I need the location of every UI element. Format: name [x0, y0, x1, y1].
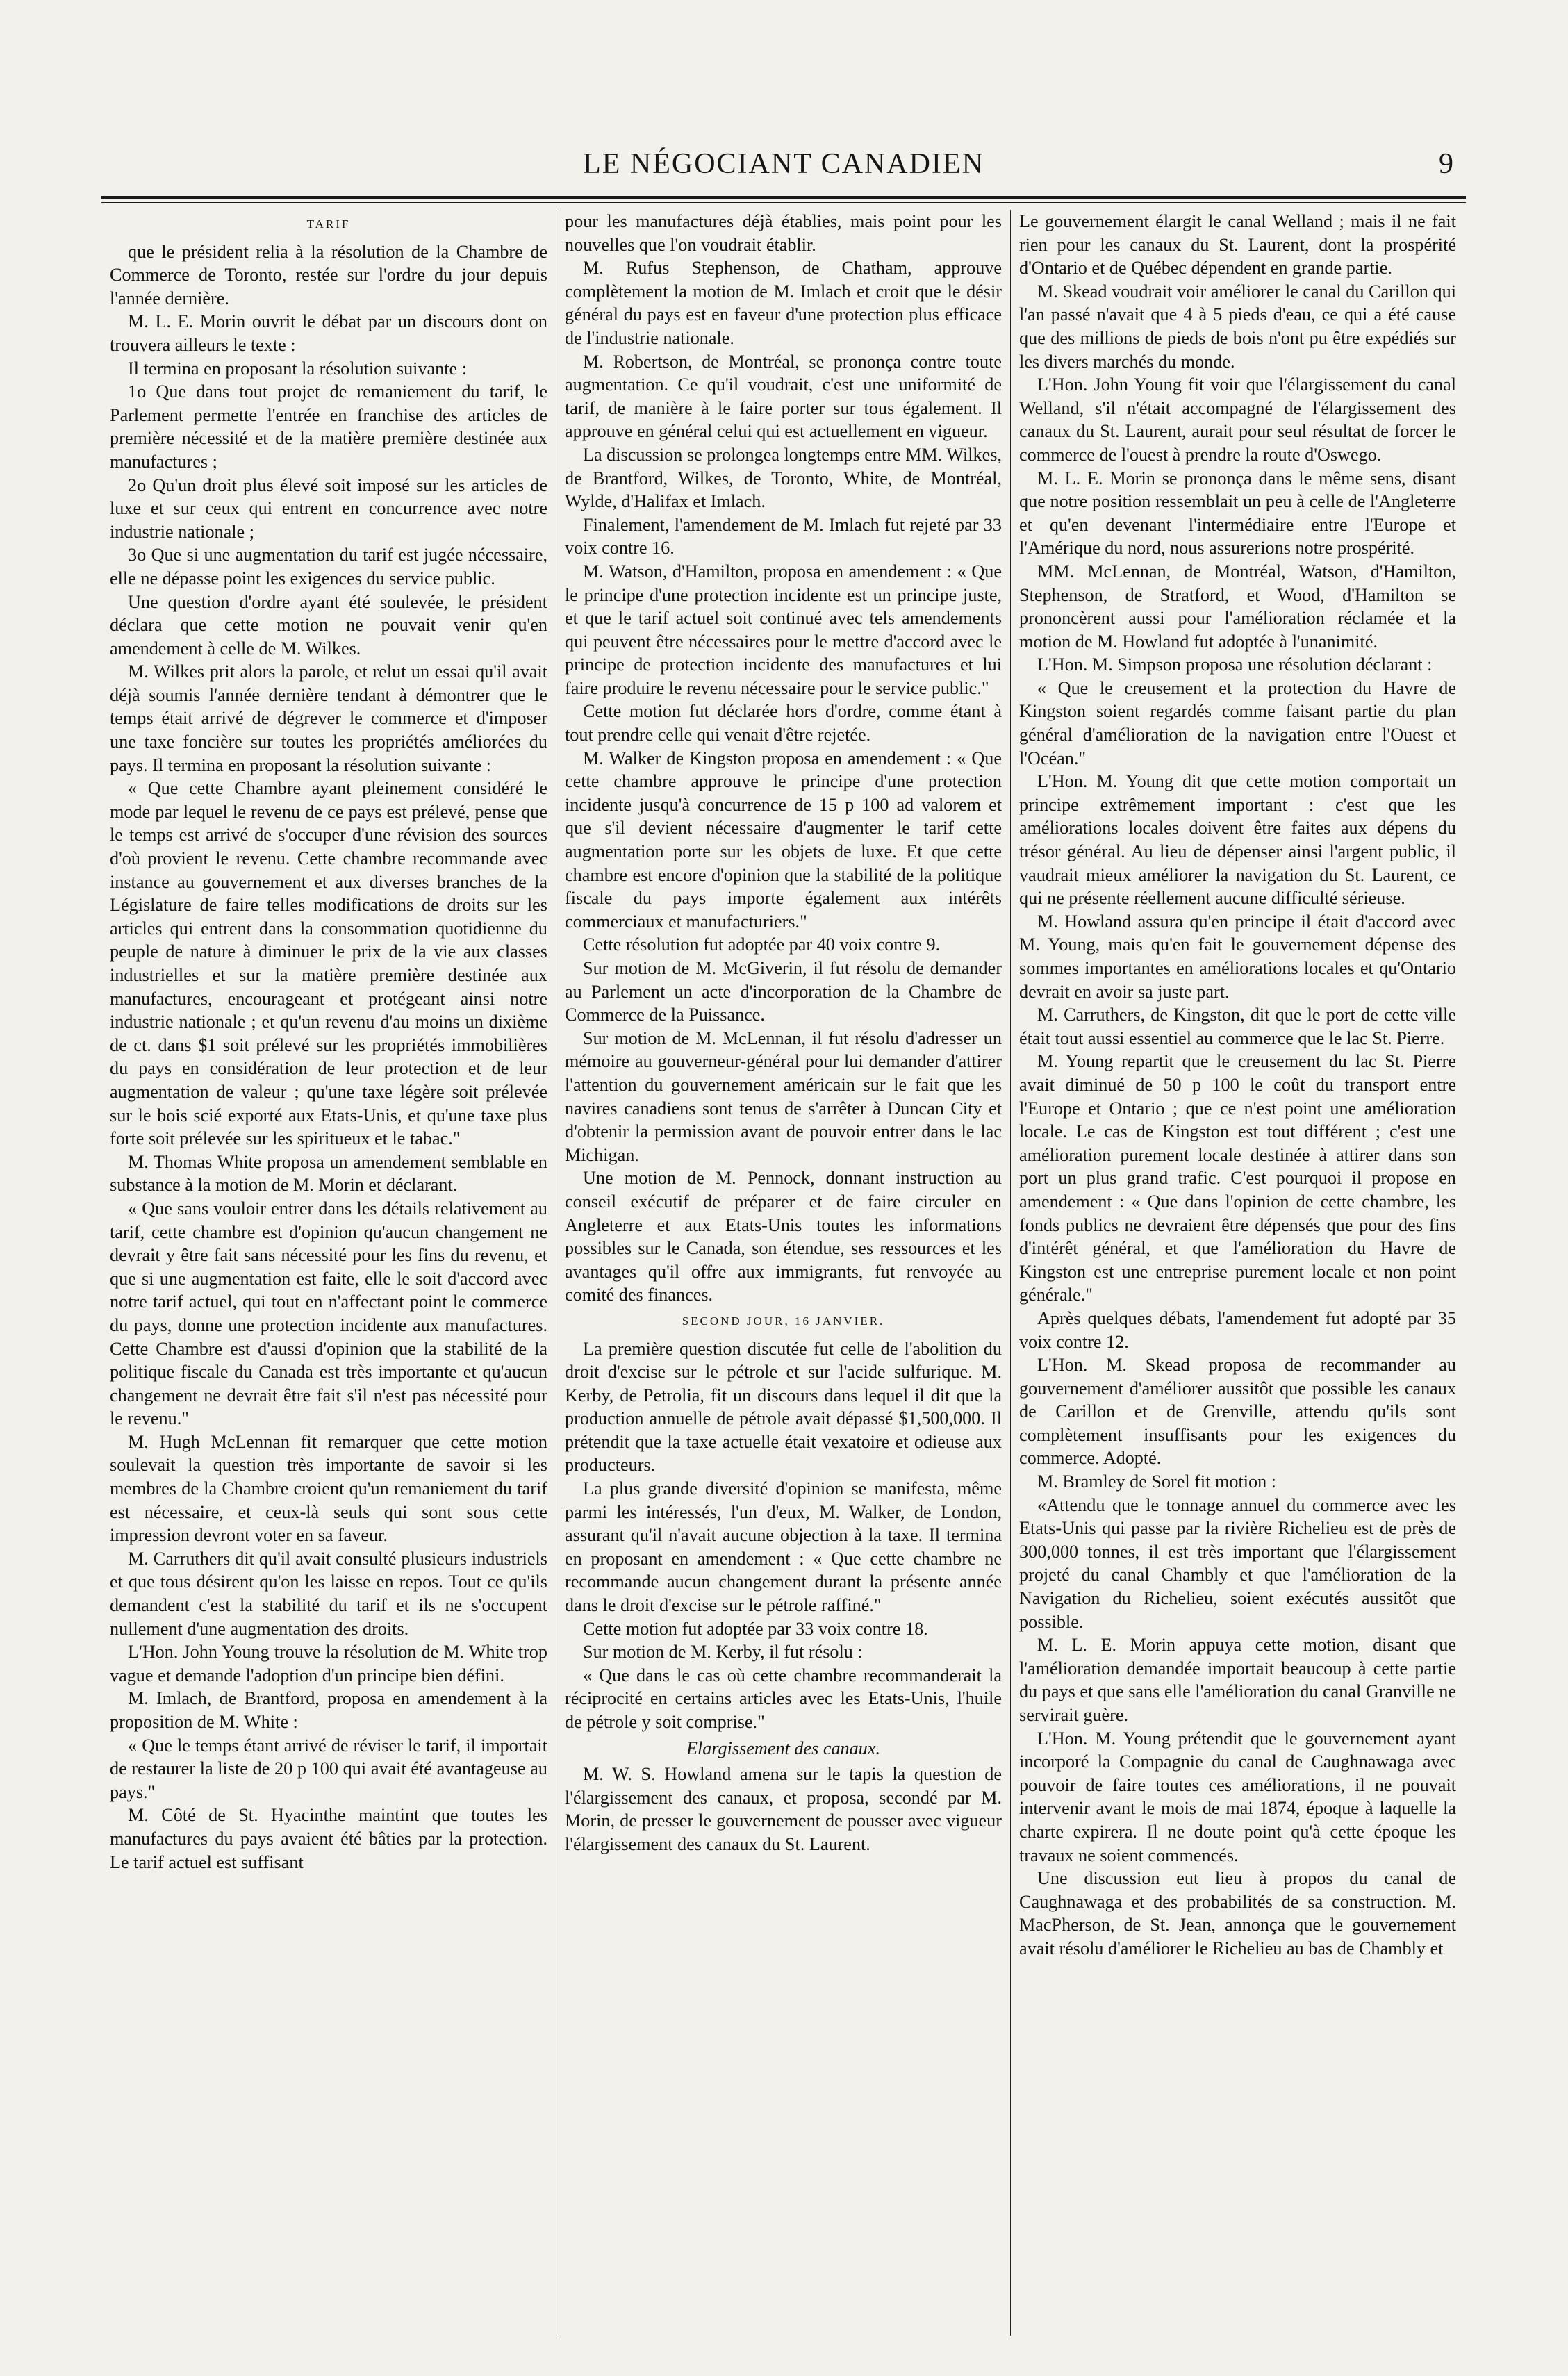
paragraph: M. Côté de St. Hyacinthe maintint que toutes les manufactures du pays avaient été bâties par la protection. Le tarif actuel est suffisant: [110, 1805, 547, 1872]
paragraph: Sur motion de M. McGiverin, il fut résolu de demander au Parlement un acte d'incorporation de la Chambre de Commerce de la Puissance.: [565, 958, 1002, 1025]
paragraph: Cette résolution fut adoptée par 40 voix contre 9.: [583, 934, 941, 955]
page-number: 9: [1439, 148, 1453, 180]
paragraph: M. W. S. Howland amena sur le tapis la question de l'élargissement des canaux, et proposa, secondé par M. Morin, de presser le gouvernement de pousser avec vigueur l'élargissement des canaux du St. Laurent.: [565, 1764, 1002, 1854]
paragraph: 2o Qu'un droit plus élevé soit imposé sur les articles de luxe et sur ceux qui entrent en concurrence avec notre industrie nationale ;: [110, 475, 547, 542]
paragraph: L'Hon. M. Skead proposa de recommander au gouvernement d'améliorer aussitôt que possible les canaux de Carillon et de Grenville, attendu qu'ils sont complètement insuffisants pour les exigences du commerce. Adopté.: [1019, 1355, 1456, 1469]
paragraph: MM. McLennan, de Montréal, Watson, d'Hamilton, Stephenson, de Stratford, et Wood, d'Hamilton se prononcèrent aussi pour l'amélioration réclamée et la motion de M. Howland fut adoptée à l'unanimité.: [1019, 561, 1456, 652]
header-rule-thin: [101, 202, 1466, 203]
header-rule-thick: [101, 196, 1466, 199]
paragraph: pour les manufactures déjà établies, mais point pour les nouvelles que l'on voudrait établir.: [565, 211, 1002, 255]
column-3: [1010, 210, 1464, 2336]
column-2: [556, 210, 1010, 2336]
paragraph: Une motion de M. Pennock, donnant instruction au conseil exécutif de préparer et de faire circuler en Angleterre et aux Etats-Unis toutes les informations possibles sur le Canada, son étendue, ses ressources et les avantages qu'il offre aux immigrants, fut renvoyée au comité des finances.: [565, 1168, 1002, 1305]
paragraph: Une discussion eut lieu à propos du canal de Caughnawaga et des probabilités de sa construction. M. MacPherson, de St. Jean, annonça que le gouvernement avait résolu d'améliorer le Richelieu au bas de Chambly et: [1019, 1868, 1456, 1958]
paragraph: Il termina en proposant la résolution suivante :: [128, 358, 467, 379]
paragraph: M. L. E. Morin ouvrit le débat par un discours dont on trouvera ailleurs le texte :: [110, 311, 547, 355]
paragraph: L'Hon. John Young fit voir que l'élargissement du canal Welland, s'il n'était accompagné de l'élargissement des canaux du St. Laurent, aurait pour seul résultat de forcer le commerce de l'ouest à prendre la route d'Oswego.: [1019, 374, 1456, 465]
paragraph: L'Hon. John Young trouve la résolution de M. White trop vague et demande l'adoption d'un principe bien défini.: [110, 1642, 547, 1685]
section-heading: Elargissement des canaux.: [686, 1738, 881, 1758]
paragraph: Le gouvernement élargit le canal Welland ; mais il ne fait rien pour les canaux du St. Laurent, dont la prospérité d'Ontario et de Québec dépendent en grande partie.: [1019, 211, 1456, 279]
paragraph: M. L. E. Morin appuya cette motion, disant que l'amélioration demandée importait beaucoup à cette partie du pays et que sans elle l'amélioration du canal Granville ne servirait guère.: [1019, 1635, 1456, 1725]
column-1: [101, 210, 556, 2336]
article-columns: [101, 210, 1466, 2336]
paragraph: M. Thomas White proposa un amendement semblable en substance à la motion de M. Morin et déclarant.: [110, 1151, 547, 1196]
paragraph: Sur motion de M. McLennan, il fut résolu d'adresser un mémoire au gouverneur-général pour lui demander d'attirer l'attention du gouvernement américain sur le fait que les navires canadiens sont tenus de s'arrêter à Duncan City et d'obtenir la permission avant de pouvoir entrer dans le lac Michigan.: [565, 1028, 1002, 1165]
paragraph: « Que cette Chambre ayant pleinement considéré le mode par lequel le revenu de ce pays est prélevé, pense que le temps est arrivé de s'occuper d'une révision des sources d'où provient le revenu. Cette chambre recommande avec instance au gouvernement et aux diverses branches de la Législature de faire telles modifications de droits sur les articles qui entrent dans la consommation quotidienne du peuple de nature à diminuer le prix de la vie aux classes industrielles et sur la matière première destinée aux manufactures, encourageant et protégeant ainsi notre industrie nationale ; et qu'un revenu d'au moins un dixième de ct. dans $1 soit prélevé sur les propriétés immobilières du pays en considération de leur protection et de leur augmentation de valeur ; qu'une taxe légère soit prélevée sur le bois scié exporté aux Etats-Unis, et qu'une taxe plus forte soit prélevée sur les spiritueux et le tabac.": [110, 778, 547, 1149]
paragraph: « Que le creusement et la protection du Havre de Kingston soient regardés comme faisant partie du plan général d'amélioration de la navigation entre l'Ouest et l'Océan.": [1019, 677, 1456, 768]
page-header: [101, 147, 1466, 189]
paragraph: M. Walker de Kingston proposa en amendement : « Que cette chambre approuve le principe d'une protection incidente jusqu'à concurrence de 15 p 100 ad valorem et que s'il devient nécessaire d'augmenter le tarif cette augmentation porte sur les objets de luxe. Et que cette chambre est encore d'opinion que la stabilité de la politique fiscale du pays importe également aux intérêts commerciaux et manufacturiers.": [565, 748, 1002, 932]
paragraph: Sur motion de M. Kerby, il fut résolu :: [583, 1642, 863, 1663]
newspaper-title: LE NÉGOCIANT CANADIEN: [583, 148, 984, 180]
paragraph: M. Imlach, de Brantford, proposa en amendement à la proposition de M. White :: [110, 1688, 547, 1732]
paragraph: M. Robertson, de Montréal, se prononça contre toute augmentation. Ce qu'il voudrait, c'est une uniformité de tarif, de manière à le faire porter sur tous également. Il approuve en général celui qui est actuellement en vigueur.: [565, 351, 1002, 442]
paragraph: La plus grande diversité d'opinion se manifesta, même parmi les intéressés, l'un d'eux, M. Walker, de London, assurant qu'il n'avait aucune objection à la taxe. Il termina en proposant en amendement : « Que cette chambre ne recommande aucun changement durant la présente année dans le droit d'excise sur le pétrole raffiné.": [565, 1478, 1002, 1616]
paragraph: Une question d'ordre ayant été soulevée, le président déclara que cette motion ne pouvait venir qu'en amendement à celle de M. Wilkes.: [110, 591, 547, 659]
paragraph: 3o Que si une augmentation du tarif est jugée nécessaire, elle ne dépasse point les exigences du service public.: [110, 545, 547, 588]
paragraph: Après quelques débats, l'amendement fut adopté par 35 voix contre 12.: [1019, 1307, 1456, 1352]
paragraph: M. Hugh McLennan fit remarquer que cette motion soulevait la question très importante de savoir si les membres de la Chambre croient qu'un remaniement du tarif est nécessaire, et ceux-là seuls qui sont sous cette impression devront voter en sa faveur.: [110, 1431, 547, 1546]
paragraph: L'Hon. M. Young prétendit que le gouvernement ayant incorporé la Compagnie du canal de Caughnawaga avec pouvoir de faire toutes ces améliorations, il ne pouvait intervenir avant le mois de mai 1874, époque à laquelle la charte expirera. Il ne doute point qu'à cette époque les travaux ne soient commencés.: [1019, 1728, 1456, 1865]
paragraph: M. Young repartit que le creusement du lac St. Pierre avait diminué de 50 p 100 le coût du transport entre l'Europe et Ontario ; que ce n'est point une amélioration locale. Le cas de Kingston est tout différent ; c'est une amélioration purement locale destinée à attirer dans son port un plus grand trafic. C'est pourquoi il propose en amendement : « Que dans l'opinion de cette chambre, les fonds publics ne devraient être dépensés que pour des fins d'intérêt général, et que l'amélioration du Havre de Kingston est une entreprise purement locale et non point générale.": [1019, 1051, 1456, 1305]
paragraph: Cette motion fut adoptée par 33 voix contre 18.: [583, 1618, 928, 1639]
paragraph: L'Hon. M. Young dit que cette motion comportait un principe extrêmement important : c'est que les améliorations locales doivent être faites aux dépens du trésor général. Au lieu de dépenser ainsi l'argent public, il vaudrait mieux améliorer la navigation du St. Laurent, ce qui ne présente réellement aucune difficulté sérieuse.: [1019, 771, 1456, 909]
paragraph: L'Hon. M. Simpson proposa une résolution déclarant :: [1037, 654, 1433, 675]
paragraph: « Que sans vouloir entrer dans les détails relativement au tarif, cette chambre est d'opinion qu'aucun changement ne devrait y être fait sans nécessité pour les fins du revenu, et que si une augmentation est faite, elle le soit d'accord avec notre tarif actuel, qui tout en n'affectant point le commerce du pays, donne une protection incidente aux manufactures. Cette Chambre est d'aussi d'opinion que la stabilité de la politique fiscale du Canada est très importante et qu'aucun changement ne devrait être fait s'il n'est pas nécessité pour le revenu.": [110, 1198, 547, 1429]
paragraph: M. Skead voudrait voir améliorer le canal du Carillon qui l'an passé n'avait que 4 à 5 pieds d'eau, ce qui a été cause que des millions de pieds de bois n'ont pu être expédiés sur les divers marchés du monde.: [1019, 281, 1456, 372]
paragraph: « Que le temps étant arrivé de réviser le tarif, il importait de restaurer la liste de 20 p 100 qui avait été avantageuse au pays.": [110, 1735, 547, 1802]
paragraph: M. Carruthers dit qu'il avait consulté plusieurs industriels et que tous désirent qu'on les laisse en repos. Tout ce qu'ils demandent c'est la stabilité du tarif et ils ne s'occupent nullement d'une augmentation des droits.: [110, 1548, 547, 1639]
paragraph: M. L. E. Morin se prononça dans le même sens, disant que notre position ressemblait un peu à celle de l'Angleterre et qu'en devenant l'intermédiaire entre l'Europe et l'Amérique du nord, nous assurerions notre prospérité.: [1019, 468, 1456, 559]
paragraph: M. Watson, d'Hamilton, proposa en amendement : « Que le principe d'une protection incidente est un principe juste, et que le tarif actuel soit continué avec tels amendements qui peuvent être nécessaires pour le mettre d'accord avec le principe de protection incidente des manufactures et lui faire produire le revenu nécessaire pour le service public.": [565, 561, 1002, 698]
paragraph: M. Wilkes prit alors la parole, et relut un essai qu'il avait déjà soumis l'année dernière tendant à démontrer que le temps était arrivé de dégrever le commerce et d'imposer une taxe foncière sur toutes les propriétés améliorées du pays. Il termina en proposant la résolution suivante :: [110, 661, 547, 775]
paragraph: « Que dans le cas où cette chambre recommanderait la réciprocité en certains articles avec les Etats-Unis, l'huile de pétrole y soit comprise.": [565, 1665, 1002, 1732]
section-caption: TARIF: [306, 217, 351, 231]
paragraph: Finalement, l'amendement de M. Imlach fut rejeté par 33 voix contre 16.: [565, 514, 1002, 559]
paragraph: 1o Que dans tout projet de remaniement du tarif, le Parlement permette l'entrée en franchise des articles de première nécessité et de la matière première destinée aux manufactures ;: [110, 381, 547, 472]
paragraph: M. Carruthers, de Kingston, dit que le port de cette ville était tout aussi essentiel au commerce que le lac St. Pierre.: [1019, 1005, 1456, 1048]
paragraph: La première question discutée fut celle de l'abolition du droit d'excise sur le pétrole et sur l'acide sulfurique. M. Kerby, de Petrolia, fit un discours dans lequel il dit que la production annuelle de pétrole avait dépassé $1,500,000. Il prétendit que la taxe actuelle était vexatoire et odieuse aux producteurs.: [565, 1338, 1002, 1476]
paragraph: «Attendu que le tonnage annuel du commerce avec les Etats-Unis qui passe par la rivière Richelieu est de près de 300,000 tonnes, il est très important que l'élargissement projeté du canal Chambly et que l'amélioration de la Navigation du Richelieu, soient exécutés aussitôt que possible.: [1019, 1494, 1456, 1632]
paragraph: Cette motion fut déclarée hors d'ordre, comme étant à tout prendre celle qui venait d'être rejetée.: [565, 701, 1002, 745]
paragraph: M. Bramley de Sorel fit motion :: [1037, 1471, 1277, 1492]
paragraph: M. Rufus Stephenson, de Chatham, approuve complètement la motion de M. Imlach et croit que le désir général du pays est en faveur d'une protection plus efficace de l'industrie nationale.: [565, 258, 1002, 348]
paragraph: que le président relia à la résolution de la Chambre de Commerce de Toronto, restée sur l'ordre du jour depuis l'année dernière.: [110, 241, 547, 308]
paragraph: M. Howland assura qu'en principe il était d'accord avec M. Young, mais qu'en fait le gouvernement dépense des sommes importantes en améliorations locales et qu'Ontario devrait en avoir sa juste part.: [1019, 911, 1456, 1002]
paragraph: La discussion se prolongea longtemps entre MM. Wilkes, de Brantford, Wilkes, de Toronto, White, de Montréal, Wylde, d'Halifax et Imlach.: [565, 444, 1002, 512]
section-caption: SECOND JOUR, 16 JANVIER.: [682, 1314, 885, 1328]
